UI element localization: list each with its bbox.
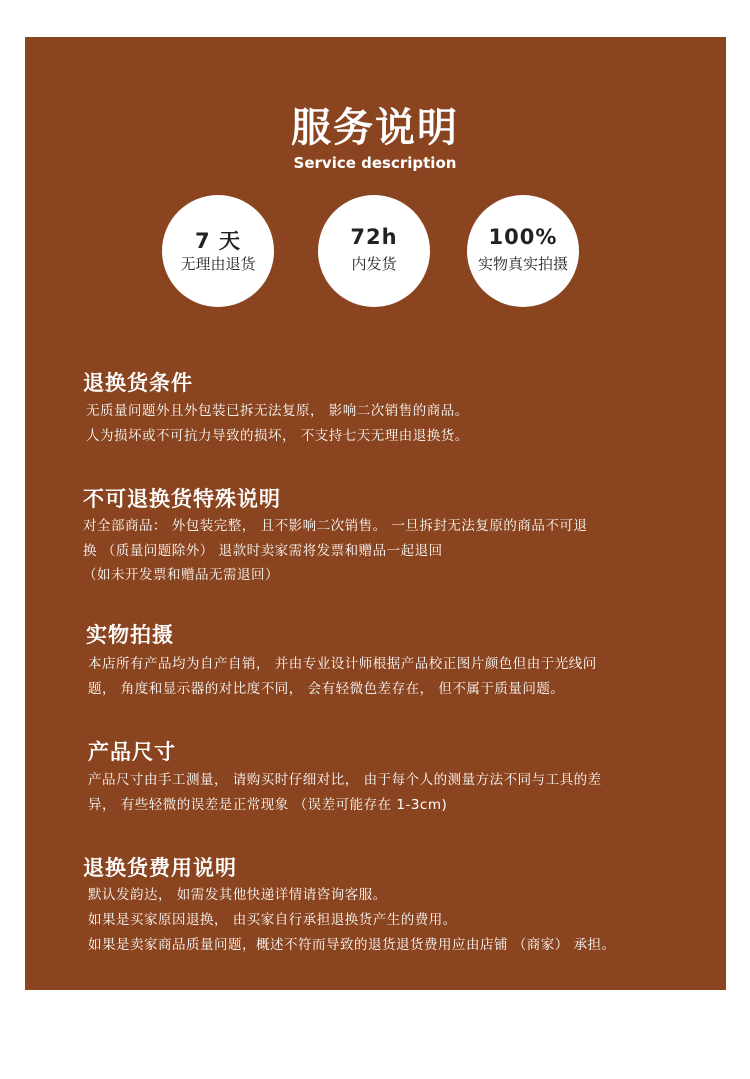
section-line: 如果是买家原因退换， 由买家自行承担退换货产生的费用。 — [88, 912, 457, 928]
section-line: 对全部商品： 外包装完整， 且不影响二次销售。 一旦拆封无法复原的商品不可退 — [83, 518, 588, 534]
badge-72h-shipping — [318, 195, 430, 307]
section-line: 本店所有产品均为自产自销， 并由专业设计师根据产品校正图片颜色但由于光线问 — [88, 656, 597, 672]
section-line: 默认发韵达， 如需发其他快递详情请咨询客服。 — [88, 887, 387, 903]
section-line: 人为损坏或不可抗力导致的损坏， 不支持七天无理由退换货。 — [86, 428, 469, 444]
badge-value: 72h — [350, 225, 398, 249]
badge-label: 实物真实拍摄 — [477, 255, 568, 273]
section-title-return-conditions: 退换货条件 — [83, 371, 193, 395]
badge-label: 无理由退货 — [180, 255, 256, 273]
section-line: 产品尺寸由手工测量， 请购买时仔细对比， 由于每个人的测量方法不同与工具的差 — [88, 772, 602, 788]
badge-label: 内发货 — [351, 255, 397, 273]
badge-value: 100% — [488, 225, 558, 249]
section-title-product-size: 产品尺寸 — [88, 740, 176, 764]
badge-7-day-return — [162, 195, 274, 307]
section-line: 异， 有些轻微的误差是正常现象 （误差可能存在 1-3cm) — [88, 797, 448, 813]
badge-real-photos — [467, 195, 579, 307]
section-line: 如果是卖家商品质量问题，概述不符而导致的退货退货费用应由店铺 （商家） 承担。 — [88, 937, 616, 953]
badge-value: 7 天 — [195, 229, 241, 253]
section-line: 无质量问题外且外包装已拆无法复原， 影响二次销售的商品。 — [86, 403, 469, 419]
section-title-real-photos: 实物拍摄 — [86, 623, 174, 647]
section-line: （如未开发票和赠品无需退回） — [83, 567, 279, 583]
section-title-non-returnable: 不可退换货特殊说明 — [83, 487, 281, 511]
section-title-return-fees: 退换货费用说明 — [83, 856, 237, 880]
page-subtitle: Service description — [293, 154, 457, 172]
section-line: 题， 角度和显示器的对比度不同， 会有轻微色差存在， 但不属于质量问题。 — [88, 681, 565, 697]
page-title: 服务说明 — [291, 105, 459, 151]
section-line: 换 （质量问题除外） 退款时卖家需将发票和赠品一起退回 — [83, 543, 443, 559]
